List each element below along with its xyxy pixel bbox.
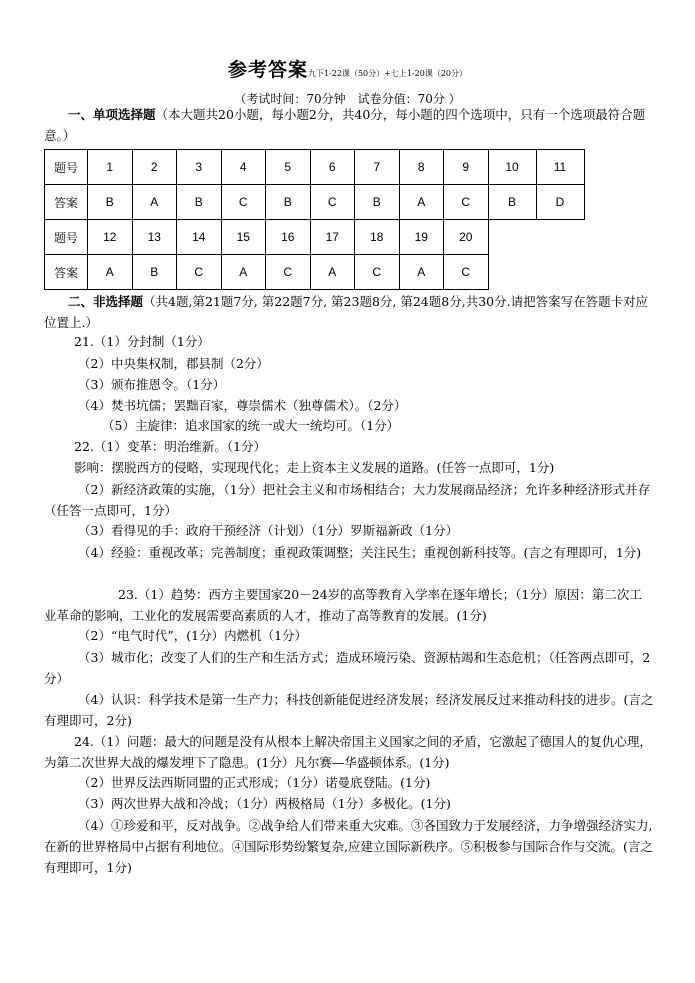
empty-cell <box>488 255 536 290</box>
q22-line: （4）经验：重视改革；完善制度；重视政策调整；关注民生；重视创新科技等。(言之有理即可，1分) <box>78 545 642 560</box>
empty-cell <box>536 220 584 255</box>
section2-desc: （共4题,第21题7分, 第22题7分, 第23题8分, 第24题8分,共30分.请把答案写在答题卡对应位置上.） <box>44 294 649 330</box>
question-number: 19 <box>399 220 444 255</box>
answer-cell: A <box>88 255 133 290</box>
q24-line: （2）世界反法西斯同盟的正式形成；（1分）诺曼底登陆。(1分) <box>78 775 431 790</box>
answer-cell: A <box>310 255 355 290</box>
answer-cell: B <box>88 185 133 220</box>
header-cell: 答案 <box>45 255 88 290</box>
question-number: 14 <box>177 220 222 255</box>
title-row <box>0 55 695 82</box>
answer-cell: B <box>488 185 536 220</box>
q23-line: （3）城市化；改变了人们的生产和生活方式；造成环境污染、资源枯竭和生态危机；（任答两点即可，2分） <box>44 650 651 686</box>
q21-line: （4）焚书坑儒；罢黜百家，尊崇儒术（独尊儒术）。（2分） <box>78 398 407 413</box>
answer-cell: C <box>444 255 489 290</box>
question-number: 16 <box>266 220 311 255</box>
header-cell: 题号 <box>45 150 88 185</box>
question-number: 17 <box>310 220 355 255</box>
answer-cell: D <box>536 185 584 220</box>
q21-line: （3）颁布推恩令。（1分） <box>78 377 226 392</box>
question-number: 15 <box>221 220 266 255</box>
answer-cell: A <box>221 255 266 290</box>
question-number: 4 <box>221 150 266 185</box>
q21-line: （2）中央集权制，郡县制（2分） <box>78 356 269 371</box>
q24-line: 24.（1）问题：最大的问题是没有从根本上解决帝国主义国家之间的矛盾，它激起了德国人的复仇心理，为第二次世界大战的爆发埋下了隐患。(1分）凡尔赛—华盛顿体系。(1分) <box>44 734 652 770</box>
question-number: 11 <box>536 150 584 185</box>
question-number: 13 <box>132 220 177 255</box>
table-row <box>45 255 585 290</box>
table-row <box>45 150 585 185</box>
answer-cell: A <box>132 185 177 220</box>
question-number: 5 <box>266 150 311 185</box>
question-number: 6 <box>310 150 355 185</box>
answer-cell: A <box>399 185 444 220</box>
question-number: 12 <box>88 220 133 255</box>
q22-line: （2）新经济政策的实施，（1分）把社会主义和市场相结合；大力发展商品经济；允许多种经济形式并存（任答一点即可，1分） <box>44 482 651 518</box>
question-number: 10 <box>488 150 536 185</box>
answer-cell: B <box>266 185 311 220</box>
section1-intro <box>44 104 654 146</box>
question-number: 3 <box>177 150 222 185</box>
q24-line: （4）①珍爱和平，反对战争。②战争给人们带来重大灾难。③各国致力于发展经济，力争增强经济实力,在新的世界格局中占据有利地位。④国际形势纷繁复杂,应建立国际新秩序。⑤积极参与国际合作与交流。(言之有理即可，1分) <box>44 818 653 875</box>
answer-cell: B <box>355 185 400 220</box>
table-row <box>45 185 585 220</box>
q23-line: 23.（1）趋势：西方主要国家20－24岁的高等教育入学率在逐年增长；（1分）原因：第二次工业革命的影响，工业化的发展需要高素质的人才，推动了高等教育的发展。(1分) <box>44 587 642 623</box>
answer-table <box>44 149 585 290</box>
section1-head: 一、单项选择题 <box>68 107 156 122</box>
answer-cell: C <box>444 185 489 220</box>
question-number: 20 <box>444 220 489 255</box>
answer-cell: A <box>399 255 444 290</box>
q23-line: （4）认识：科学技术是第一生产力；科技创新能促进经济发展；经济发展反过来推动科技的进步。(言之有理即可，2分) <box>44 692 654 728</box>
q24-line: （3）两次世界大战和冷战；（1分）两极格局（1分）多极化。(1分) <box>78 796 451 811</box>
empty-cell <box>536 255 584 290</box>
exam-meta: （考试时间：70分钟 试卷分值：70分 ） <box>234 92 461 106</box>
answer-cell: B <box>132 255 177 290</box>
q21-line: 21.（1）分封制（1分） <box>74 334 210 349</box>
title-subtitle: 九下1-22课（50分）+七上1-20课（20分） <box>308 69 468 78</box>
question-number: 1 <box>88 150 133 185</box>
answer-cell: C <box>221 185 266 220</box>
page-title: 参考答案 <box>227 59 308 81</box>
section1-desc: （本大题共20小题，每小题2分，共40分，每小题的四个选项中，只有一个选项最符合题意。） <box>44 107 646 143</box>
empty-cell <box>488 220 536 255</box>
q21-line: （5）主旋律：追求国家的统一或大一统均可。（1分） <box>102 418 400 433</box>
q23-line: （2）“电气时代”，(1分）内燃机（1分） <box>78 628 308 643</box>
header-cell: 题号 <box>45 220 88 255</box>
question-number: 8 <box>399 150 444 185</box>
q22-line: 影响：摆脱西方的侵略，实现现代化；走上资本主义发展的道路。(任答一点即可，1分) <box>74 460 555 475</box>
section2-intro <box>44 291 654 333</box>
q22-line: 22.（1）变革：明治维新。（1分） <box>74 439 267 454</box>
answer-cell: C <box>355 255 400 290</box>
table-row <box>45 220 585 255</box>
question-number: 7 <box>355 150 400 185</box>
answer-cell: C <box>266 255 311 290</box>
header-cell: 答案 <box>45 185 88 220</box>
question-number: 9 <box>444 150 489 185</box>
q22-line: （3）看得见的手：政府干预经济（计划）（1分）罗斯福新政（1分） <box>78 523 459 538</box>
question-number: 18 <box>355 220 400 255</box>
answer-cell: B <box>177 185 222 220</box>
answer-cell: C <box>177 255 222 290</box>
section2-head: 二、非选择题 <box>68 294 144 309</box>
answer-cell: C <box>310 185 355 220</box>
question-number: 2 <box>132 150 177 185</box>
